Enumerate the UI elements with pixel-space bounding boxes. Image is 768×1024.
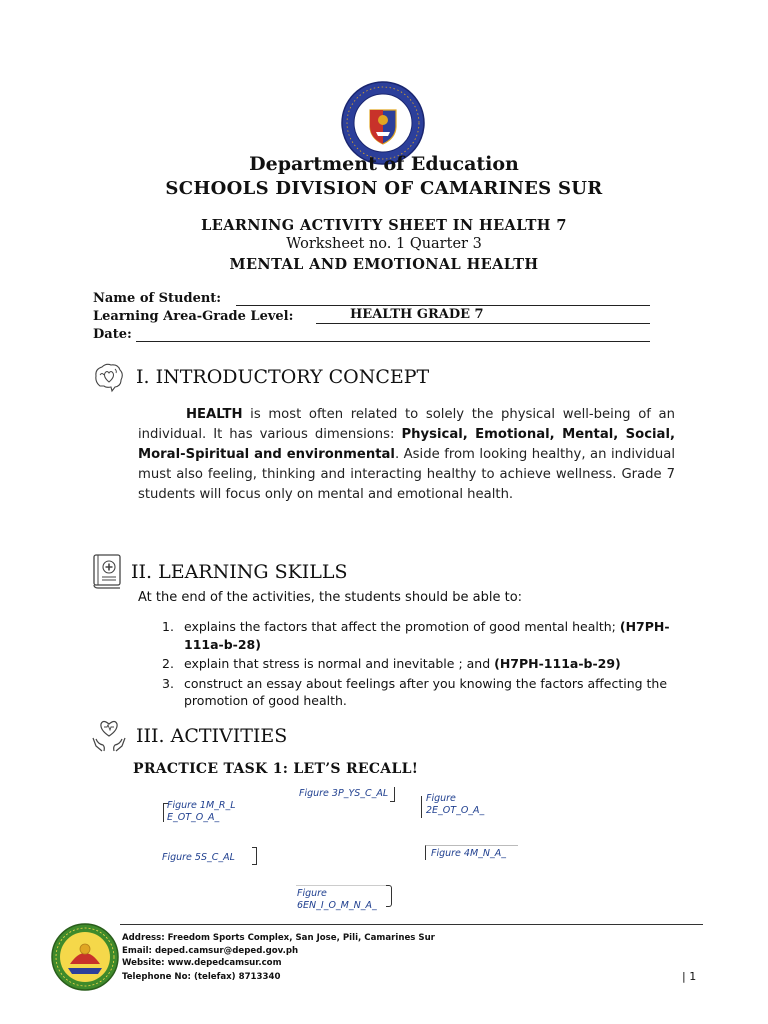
division-title: SCHOOLS DIVISION OF CAMARINES SUR [165,178,603,199]
skills-lead-text: At the end of the activities, the students should be able to: [138,590,523,605]
footer-telephone: Telephone No: (telefax) 8713340 [122,972,281,982]
topic-title: MENTAL AND EMOTIONAL HEALTH [229,256,539,273]
figure-6-topline [296,885,386,886]
figure-3-bracket [390,787,395,802]
area-value: HEALTH GRADE 7 [350,307,484,322]
learning-skills-list [140,618,680,712]
sheet-title: LEARNING ACTIVITY SHEET IN HEALTH 7 [201,217,567,234]
list-item: 2. explain that stress is normal and inevitable ; and (H7PH-111a-b-29) [162,656,621,671]
footer-address: Address: Freedom Sports Complex, San Jose, Pili, Camarines Sur [122,933,435,943]
medical-book-icon [91,553,123,589]
brain-heart-icon [92,360,126,394]
date-label: Date: [93,327,132,342]
area-label: Learning Area-Grade Level: [93,309,294,324]
intro-dimensions: Physical, Emotional, Mental, Social, Moral-Spiritual and environmental [138,427,675,462]
figure-4-label: Figure 4M_N_A_ [431,848,507,859]
division-seal-logo [50,922,120,992]
area-field[interactable] [316,323,650,324]
figure-1-label: Figure 1M_R_L E_OT_O_A_ [167,800,236,823]
worksheet-number: Worksheet no. 1 Quarter 3 [286,236,482,252]
figure-6-bracket [386,885,392,907]
department-title: Department of Education [249,153,519,175]
figure-5-bracket [252,847,257,865]
practice-task-title: PRACTICE TASK 1: LET’S RECALL! [133,761,419,777]
figure-6-label: Figure 6EN_I_O_M_N_A_ [297,888,377,911]
section-activities-title: III. ACTIVITIES [136,725,288,747]
hands-heart-icon [90,716,128,754]
figure-3-label: Figure 3P_YS_C_AL [299,788,389,799]
date-field[interactable] [136,341,556,342]
intro-health-term: HEALTH [186,407,243,422]
footer-divider [120,924,703,925]
footer-website[interactable]: Website: www.depedcamsur.com [122,958,282,968]
intro-text-b: . Aside from looking healthy, an individual must also feeling, thinking and interacting healthy to achieve wellness. Grade 7 students will focus only on mental and emotional health. [138,447,675,502]
figure-2-label: Figure 2E_OT_O_A_ [426,793,485,816]
section-learning-skills-title: II. LEARNING SKILLS [131,561,348,583]
list-item: 3. construct an essay about feelings after you knowing the factors affecting the promotion of good health. [162,675,668,708]
footer-email[interactable]: Email: deped.camsur@deped.gov.ph [122,946,299,956]
page-number: | 1 [682,970,697,983]
section-introductory-title: I. INTRODUCTORY CONCEPT [136,366,430,388]
name-field[interactable] [236,305,650,306]
date-field-extension [556,341,650,342]
figure-5-label: Figure 5S_C_AL [162,852,235,863]
list-item: 1. explains the factors that affect the promotion of good mental health; (H7PH-111a-b-28) [162,619,670,652]
intro-text-a: is most often related to solely the physical well-being of an individual. It has various dimensions: [138,407,675,442]
name-label: Name of Student: [93,291,222,306]
intro-paragraph [138,405,675,505]
